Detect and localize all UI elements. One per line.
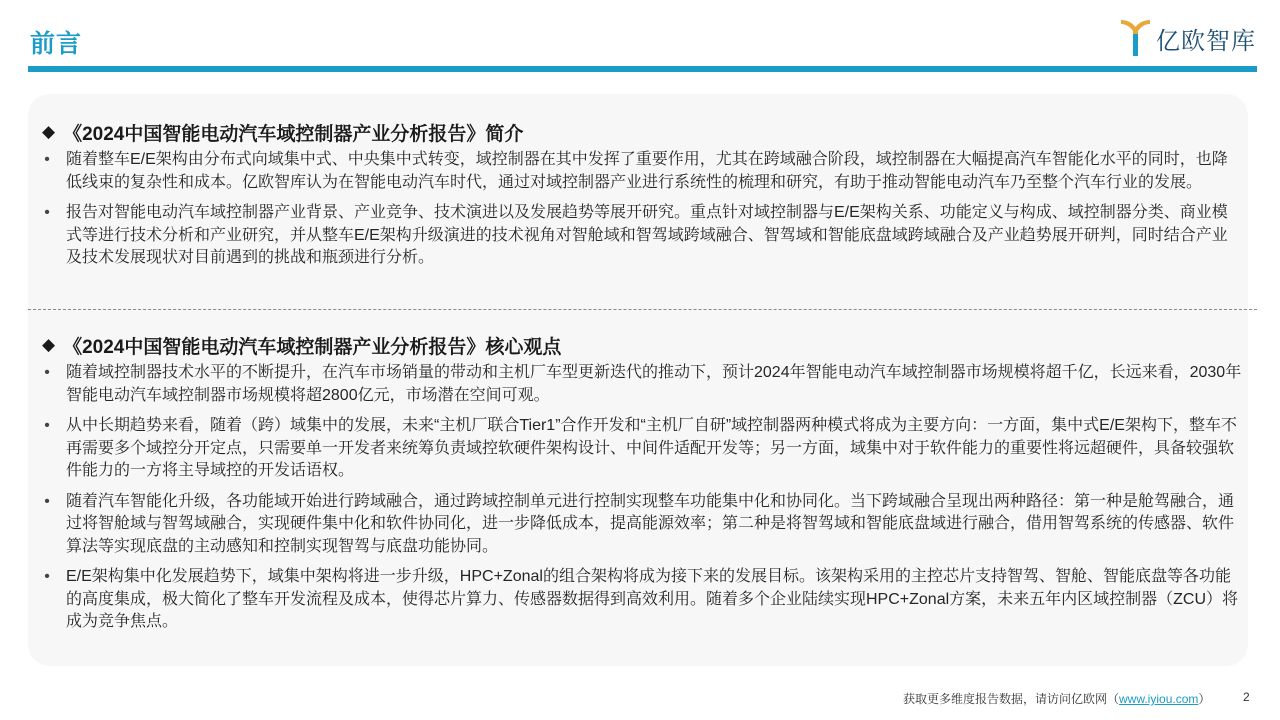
footer-link[interactable]: www.iyiou.com — [1119, 692, 1199, 706]
page-number: 2 — [1243, 690, 1250, 704]
section-core-views — [42, 333, 1242, 642]
yiou-logo — [1118, 18, 1258, 58]
section-title-text: 《2024中国智能电动汽车域控制器产业分析报告》简介 — [63, 123, 524, 145]
list-item — [42, 362, 1242, 407]
bullet-icon: • — [44, 204, 50, 221]
section-title-text: 《2024中国智能电动汽车域控制器产业分析报告》核心观点 — [63, 336, 562, 358]
section-intro — [42, 120, 1242, 278]
list-item-text: 随着汽车智能化升级，各功能域开始进行跨域融合，通过跨域控制单元进行控制实现整车功能集中化和协同化。当下跨域融合呈现出两种路径：第一种是舱驾融合，通过将智舱域与智驾域融合，实现硬件集中化和软件协同化，进一步降低成本，提高能源效率；第二种是将智驾域和智能底盘域进行融合，借用智驾系统的传感器、软件算法等实现底盘的主动感知和控制实现智驾与底盘功能协同。 — [66, 492, 1235, 555]
section-title — [42, 120, 1242, 144]
bullet-icon: • — [44, 417, 50, 434]
diamond-icon: ◆ — [42, 122, 56, 141]
list-item — [42, 415, 1242, 483]
bullet-icon: • — [44, 492, 50, 510]
bullet-icon: • — [44, 568, 50, 585]
list-item — [42, 202, 1242, 270]
list-item — [42, 149, 1242, 194]
section-divider — [28, 309, 1257, 310]
bullet-icon: • — [44, 151, 50, 168]
list-item-text: 随着域控制器技术水平的不断提升，在汽车市场销量的带动和主机厂车型更新迭代的推动下，预计2024年智能电动汽车域控制器市场规模将超千亿，长远来看，2030年智能电动汽车域控制器市场规模将超2800亿元，市场潜在空间可观。 — [66, 364, 1242, 404]
list-item-text: 随着整车E/E架构由分布式向域集中式、中央集中式转变，域控制器在其中发挥了重要作用，尤其在跨域融合阶段，域控制器在大幅提高汽车智能化水平的同时，也降低线束的复杂性和成本。亿欧智库认为在智能电动汽车时代，通过对域控制器产业进行系统性的梳理和研究，有助于推动智能电动汽车乃至整个汽车行业的发展。 — [66, 151, 1228, 191]
section-title — [42, 333, 1242, 357]
header-bar — [28, 66, 1257, 72]
diamond-icon: ◆ — [42, 335, 56, 354]
footer-source-prefix: 获取更多维度报告数据，请访问亿欧网（ — [903, 692, 1120, 706]
yiou-logo-icon — [1118, 18, 1152, 58]
footer-source — [903, 690, 1210, 707]
logo-text: 亿欧智库 — [1156, 27, 1256, 55]
page-title: 前言 — [30, 30, 83, 58]
list-item-text: E/E架构集中化发展趋势下，域集中架构将进一步升级，HPC+Zonal的组合架构将成为接下来的发展目标。该架构采用的主控芯片支持智驾、智舱、智能底盘等各功能的高度集成，极大简化了整车开发流程及成本，使得芯片算力、传感器数据得到高效利用。随着多个企业陆续实现HPC+Zonal方案，未来五年内区域控制器（ZCU）将成为竞争焦点。 — [66, 568, 1239, 630]
footer-source-suffix: ） — [1198, 692, 1211, 706]
bullet-icon: • — [44, 364, 50, 381]
list-item-text: 从中长期趋势来看，随着（跨）域集中的发展，未来“主机厂联合Tier1”合作开发和“主机厂自研”域控制器两种模式将成为主要方向：一方面，集中式E/E架构下，整车不再需要多个域控分开定点，只需要单一开发者来统筹负责域控软硬件架构设计、中间件适配开发等；另一方面，域集中对于软件能力的重要性将远超硬件，具备较强软件能力的一方将主导域控的开发话语权。 — [66, 417, 1237, 479]
list-item — [42, 566, 1242, 634]
list-item-text: 报告对智能电动汽车域控制器产业背景、产业竞争、技术演进以及发展趋势等展开研究。重点针对域控制器与E/E架构关系、功能定义与构成、域控制器分类、商业模式等进行技术分析和产业研究，并从整车E/E架构升级演进的技术视角对智舱域和智驾域跨域融合、智驾域和智能底盘域跨域融合及产业趋势展开研判，同时结合产业及技术发展现状对目前遇到的挑战和瓶颈进行分析。 — [66, 204, 1228, 266]
list-item — [42, 491, 1242, 559]
